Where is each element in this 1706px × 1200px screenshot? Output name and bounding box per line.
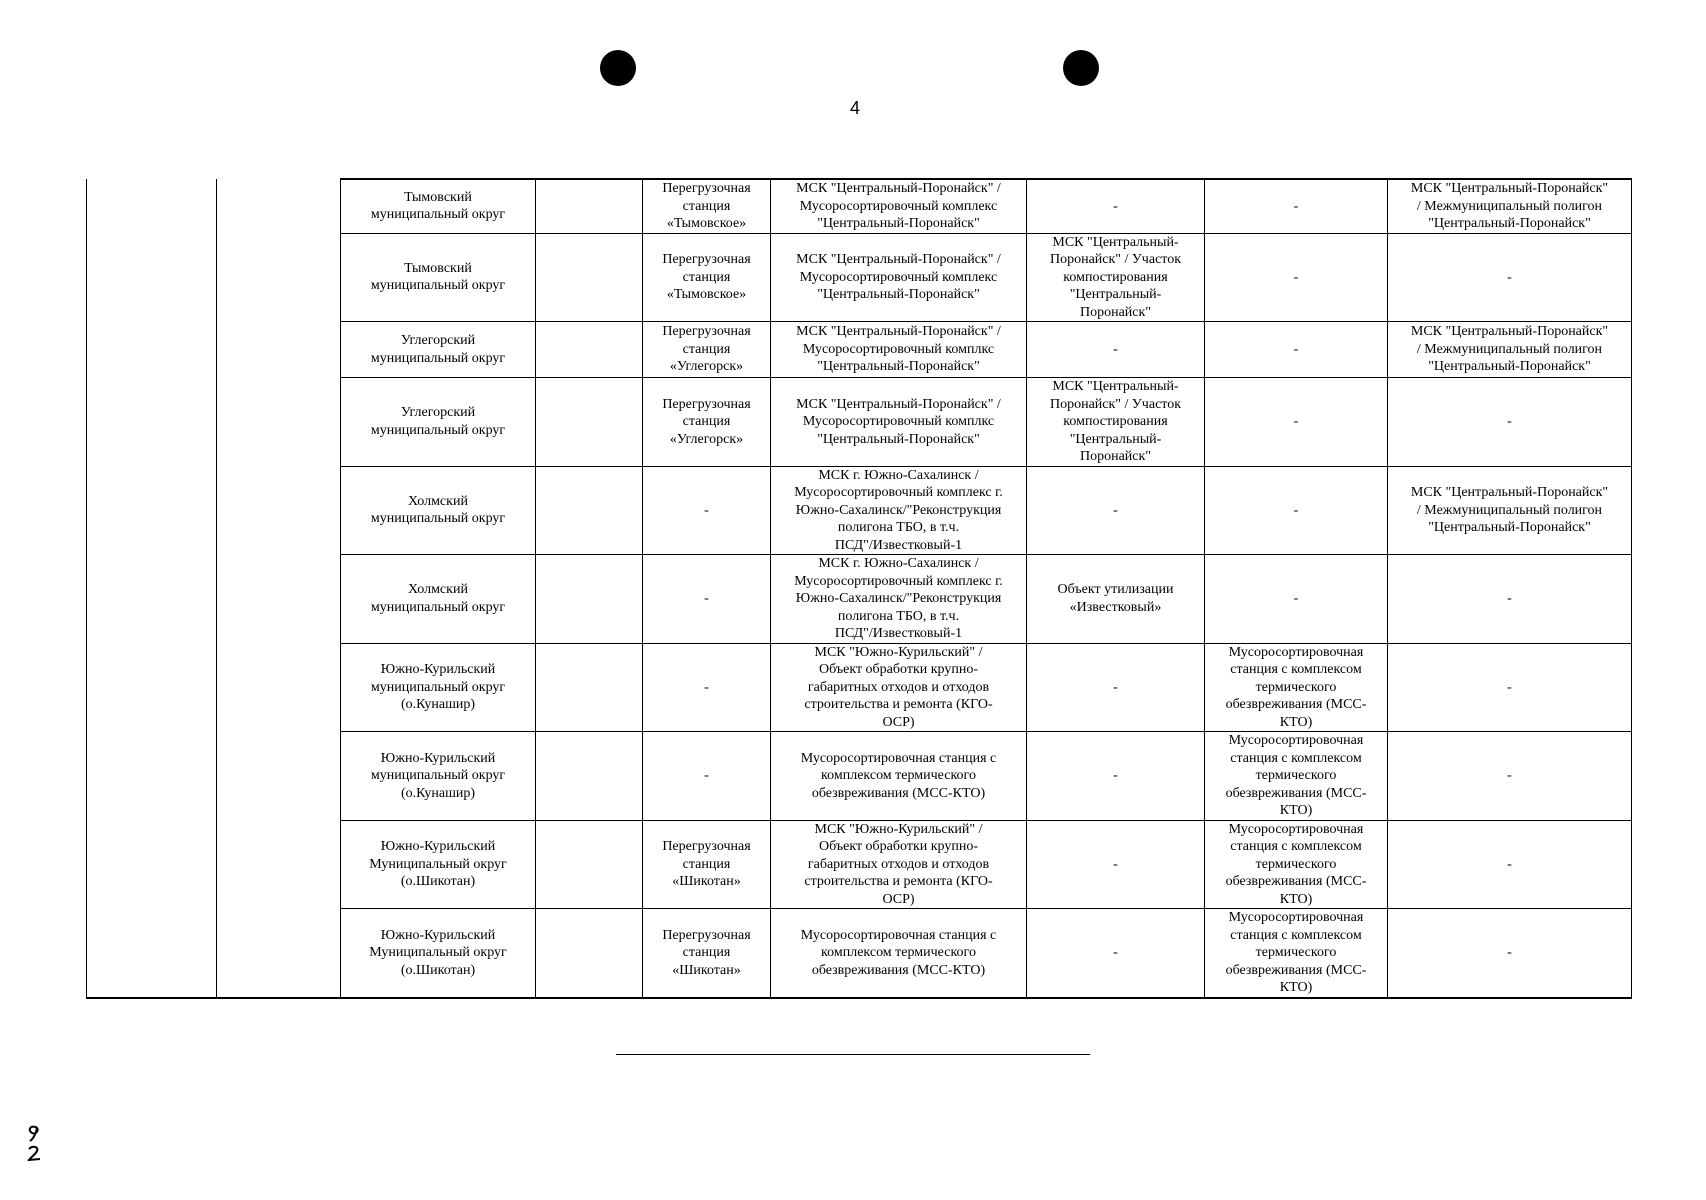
landfill-cell-text: - (1507, 414, 1512, 429)
transfer-station-cell-text: - (704, 591, 709, 606)
landfill-cell (1388, 466, 1632, 555)
sorting-complex-cell-text: МСК г. Южно-Сахалинск / Мусоросортировочный комплекс г. Южно-Сахалинск/"Реконструкция полигона ТБО, в т.ч. ПСД"/Известковый-1 (794, 556, 1003, 641)
thermal-facility-cell (1205, 643, 1388, 732)
sorting-complex-cell (771, 909, 1027, 998)
page-number: 4 (849, 98, 860, 118)
table-row (87, 555, 1632, 644)
composting-facility-cell (1027, 233, 1205, 322)
blank-cell-c (536, 643, 643, 732)
district-cell-text: Южно-Курильский Муниципальный округ (о.Шикотан) (369, 839, 507, 889)
composting-facility-cell (1027, 909, 1205, 998)
table-row (87, 322, 1632, 378)
landfill-cell-text: - (1507, 856, 1512, 872)
transfer-station-cell (643, 732, 771, 821)
blank-cell-b (217, 179, 341, 233)
blank-cell-b (217, 466, 341, 555)
landfill-cell (1388, 820, 1632, 909)
composting-facility-cell-text: - (1113, 502, 1118, 518)
sorting-complex-cell (771, 378, 1027, 467)
district-cell (341, 378, 536, 467)
landfill-cell (1388, 322, 1632, 378)
blank-cell-a (87, 555, 217, 644)
landfill-cell (1388, 555, 1632, 644)
thermal-facility-cell (1205, 233, 1388, 322)
transfer-station-cell (643, 233, 771, 322)
transfer-station-cell (643, 378, 771, 467)
blank-cell-b (217, 378, 341, 467)
landfill-cell-text: МСК "Центральный-Поронайск" / Межмуниципальный полигон "Центральный-Поронайск" (1410, 181, 1609, 231)
composting-facility-cell (1027, 179, 1205, 233)
district-cell-text: Холмский муниципальный округ (370, 493, 506, 527)
sorting-complex-cell-text: МСК "Южно-Курильский" / Объект обработки крупно- габаритных отходов и отходов строительства и ремонта (КГО- ОСР) (804, 821, 993, 907)
thermal-facility-cell-text: - (1293, 198, 1299, 214)
landfill-cell (1388, 732, 1632, 821)
blank-cell-b (217, 732, 341, 821)
district-cell (341, 466, 536, 555)
composting-facility-cell-text: - (1113, 945, 1118, 960)
landfill-cell-text: МСК "Центральный-Поронайск" / Межмуниципальный полигон "Центральный-Поронайск" (1410, 324, 1609, 375)
thermal-facility-cell-text: Мусоросортировочная станция с комплексом термического обезвреживания (МСС- КТО) (1225, 733, 1367, 818)
sorting-complex-cell (771, 466, 1027, 555)
transfer-station-cell (643, 820, 771, 909)
blank-cell-b (217, 233, 341, 322)
blank-cell-c (536, 378, 643, 467)
table-row (87, 378, 1632, 467)
landfill-cell (1388, 378, 1632, 467)
blank-cell-a (87, 322, 217, 378)
transfer-station-cell-text: Перегрузочная станция «Шикотан» (662, 839, 751, 889)
thermal-facility-cell (1205, 179, 1388, 233)
composting-facility-cell (1027, 466, 1205, 555)
blank-cell-a (87, 233, 217, 322)
transfer-station-cell (643, 179, 771, 233)
landfill-cell-text: - (1507, 591, 1512, 606)
thermal-facility-cell (1205, 820, 1388, 909)
district-cell-text: Углегорский муниципальный округ (370, 405, 506, 438)
sorting-complex-cell (771, 322, 1027, 378)
thermal-facility-cell-text: - (1293, 341, 1299, 357)
sorting-complex-cell-text: МСК "Южно-Курильский" / Объект обработки крупно- габаритных отходов и отходов строительства и ремонта (КГО- ОСР) (804, 644, 993, 730)
district-cell (341, 909, 536, 998)
transfer-station-cell (643, 643, 771, 732)
sorting-complex-cell-text: Мусоросортировочная станция с комплексом термического обезвреживания (МСС-КТО) (800, 927, 997, 978)
composting-facility-cell-text: МСК "Центральный- Поронайск" / Участок компостирования "Центральный- Поронайск" (1049, 234, 1182, 320)
blank-cell-a (87, 378, 217, 467)
composting-facility-cell-text: - (1113, 856, 1118, 872)
thermal-facility-cell-text: Мусоросортировочная станция с комплексом термического обезвреживания (МСС- КТО) (1225, 644, 1367, 730)
thermal-facility-cell-text: - (1293, 269, 1299, 285)
blank-cell-a (87, 466, 217, 555)
composting-facility-cell-text: МСК "Центральный- Поронайск" / Участок компостирования "Центральный- Поронайск" (1049, 379, 1182, 464)
table-row (87, 233, 1632, 322)
composting-facility-cell-text: Объект утилизации «Известковый» (1057, 582, 1174, 615)
sorting-complex-cell-text: МСК "Центральный-Поронайск" / Мусоросортировочный комплкс "Центральный-Поронайск" (796, 396, 1001, 447)
table-row (87, 643, 1632, 732)
sorting-complex-cell-text: МСК "Центральный-Поронайск" / Мусоросортировочный комплекс "Центральный-Поронайск" (796, 252, 1001, 302)
thermal-facility-cell (1205, 378, 1388, 467)
table-row (87, 179, 1632, 233)
blank-cell-a (87, 732, 217, 821)
composting-facility-cell (1027, 820, 1205, 909)
thermal-facility-cell (1205, 322, 1388, 378)
composting-facility-cell-text: - (1113, 341, 1118, 357)
sorting-complex-cell (771, 179, 1027, 233)
transfer-station-cell-text: - (704, 502, 709, 518)
landfill-cell-text: - (1507, 945, 1512, 960)
sorting-complex-cell (771, 820, 1027, 909)
composting-facility-cell-text: - (1113, 679, 1118, 695)
thermal-facility-cell (1205, 732, 1388, 821)
composting-facility-cell (1027, 322, 1205, 378)
transfer-station-cell-text: - (704, 679, 709, 695)
composting-facility-cell (1027, 555, 1205, 644)
table-row (87, 909, 1632, 998)
sorting-complex-cell (771, 732, 1027, 821)
district-cell-text: Тымовский муниципальный округ (370, 260, 506, 294)
composting-facility-cell (1027, 378, 1205, 467)
thermal-facility-cell-text: - (1293, 591, 1299, 606)
landfill-cell (1388, 179, 1632, 233)
blank-cell-a (87, 179, 217, 233)
sorting-complex-cell-text: МСК "Центральный-Поронайск" / Мусоросортировочный комплекс "Центральный-Поронайск" (796, 181, 1001, 231)
district-cell (341, 732, 536, 821)
district-cell (341, 179, 536, 233)
landfill-cell-text: - (1507, 768, 1512, 783)
blank-cell-b (217, 820, 341, 909)
composting-facility-cell-text: - (1113, 198, 1118, 214)
transfer-station-cell-text: - (704, 768, 709, 783)
punch-hole-left (600, 50, 636, 86)
transfer-station-cell (643, 555, 771, 644)
thermal-facility-cell-text: - (1293, 414, 1299, 429)
thermal-facility-cell (1205, 909, 1388, 998)
sorting-complex-cell-text: МСК г. Южно-Сахалинск / Мусоросортировочный комплекс г. Южно-Сахалинск/"Реконструкция полигона ТБО, в т.ч. ПСД"/Известковый-1 (794, 467, 1003, 553)
blank-cell-b (217, 643, 341, 732)
composting-facility-cell-text: - (1113, 768, 1118, 783)
transfer-station-cell-text: Перегрузочная станция «Углегорск» (662, 324, 751, 375)
sorting-complex-cell-text: МСК "Центральный-Поронайск" / Мусоросортировочный комплкс "Центральный-Поронайск" (796, 324, 1001, 375)
blank-cell-c (536, 179, 643, 233)
thermal-facility-cell (1205, 555, 1388, 644)
district-cell (341, 233, 536, 322)
transfer-station-cell (643, 322, 771, 378)
table-row (87, 820, 1632, 909)
sorting-complex-cell (771, 643, 1027, 732)
blank-cell-c (536, 555, 643, 644)
transfer-station-cell-text: Перегрузочная станция «Тымовское» (662, 181, 751, 231)
district-cell-text: Южно-Курильский муниципальный округ (о.Кунашир) (370, 662, 506, 712)
sorting-complex-cell (771, 233, 1027, 322)
district-cell (341, 820, 536, 909)
thermal-facility-cell-text: Мусоросортировочная станция с комплексом термического обезвреживания (МСС- КТО) (1225, 821, 1367, 907)
blank-cell-b (217, 322, 341, 378)
table-row (87, 732, 1632, 821)
landfill-cell-text: - (1507, 269, 1512, 285)
transfer-station-cell (643, 909, 771, 998)
district-cell-text: Тымовский муниципальный округ (370, 189, 506, 223)
transfer-station-cell-text: Перегрузочная станция «Углегорск» (662, 396, 751, 447)
blank-cell-c (536, 909, 643, 998)
blank-cell-c (536, 732, 643, 821)
waste-facilities-table (86, 178, 1632, 999)
blank-cell-a (87, 820, 217, 909)
blank-cell-b (217, 555, 341, 644)
district-cell-text: Южно-Курильский Муниципальный округ (о.Шикотан) (369, 927, 507, 978)
blank-cell-c (536, 233, 643, 322)
landfill-cell-text: МСК "Центральный-Поронайск" / Межмуниципальный полигон "Центральный-Поронайск" (1410, 485, 1609, 535)
landfill-cell-text: - (1507, 679, 1512, 695)
table-row (87, 466, 1632, 555)
footer-rule (616, 1054, 1090, 1055)
district-cell-text: Углегорский муниципальный округ (370, 333, 506, 366)
transfer-station-cell (643, 466, 771, 555)
blank-cell-c (536, 466, 643, 555)
thermal-facility-cell-text: - (1293, 502, 1299, 518)
district-cell (341, 555, 536, 644)
blank-cell-b (217, 909, 341, 998)
transfer-station-cell-text: Перегрузочная станция «Тымовское» (662, 252, 751, 302)
blank-cell-a (87, 643, 217, 732)
sorting-complex-cell-text: Мусоросортировочная станция с комплексом термического обезвреживания (МСС-КТО) (800, 750, 997, 801)
blank-cell-c (536, 820, 643, 909)
landfill-cell (1388, 909, 1632, 998)
district-cell-text: Южно-Курильский муниципальный округ (о.Кунашир) (370, 750, 506, 801)
district-cell (341, 322, 536, 378)
district-cell-text: Холмский муниципальный округ (370, 582, 506, 615)
landfill-cell (1388, 643, 1632, 732)
sorting-complex-cell (771, 555, 1027, 644)
thermal-facility-cell (1205, 466, 1388, 555)
transfer-station-cell-text: Перегрузочная станция «Шикотан» (662, 927, 751, 978)
landfill-cell (1388, 233, 1632, 322)
blank-cell-a (87, 909, 217, 998)
composting-facility-cell (1027, 643, 1205, 732)
district-cell (341, 643, 536, 732)
composting-facility-cell (1027, 732, 1205, 821)
thermal-facility-cell-text: Мусоросортировочная станция с комплексом термического обезвреживания (МСС- КТО) (1225, 910, 1367, 995)
punch-hole-right (1063, 50, 1099, 86)
blank-cell-c (536, 322, 643, 378)
handwritten-note-mark (24, 1122, 44, 1166)
